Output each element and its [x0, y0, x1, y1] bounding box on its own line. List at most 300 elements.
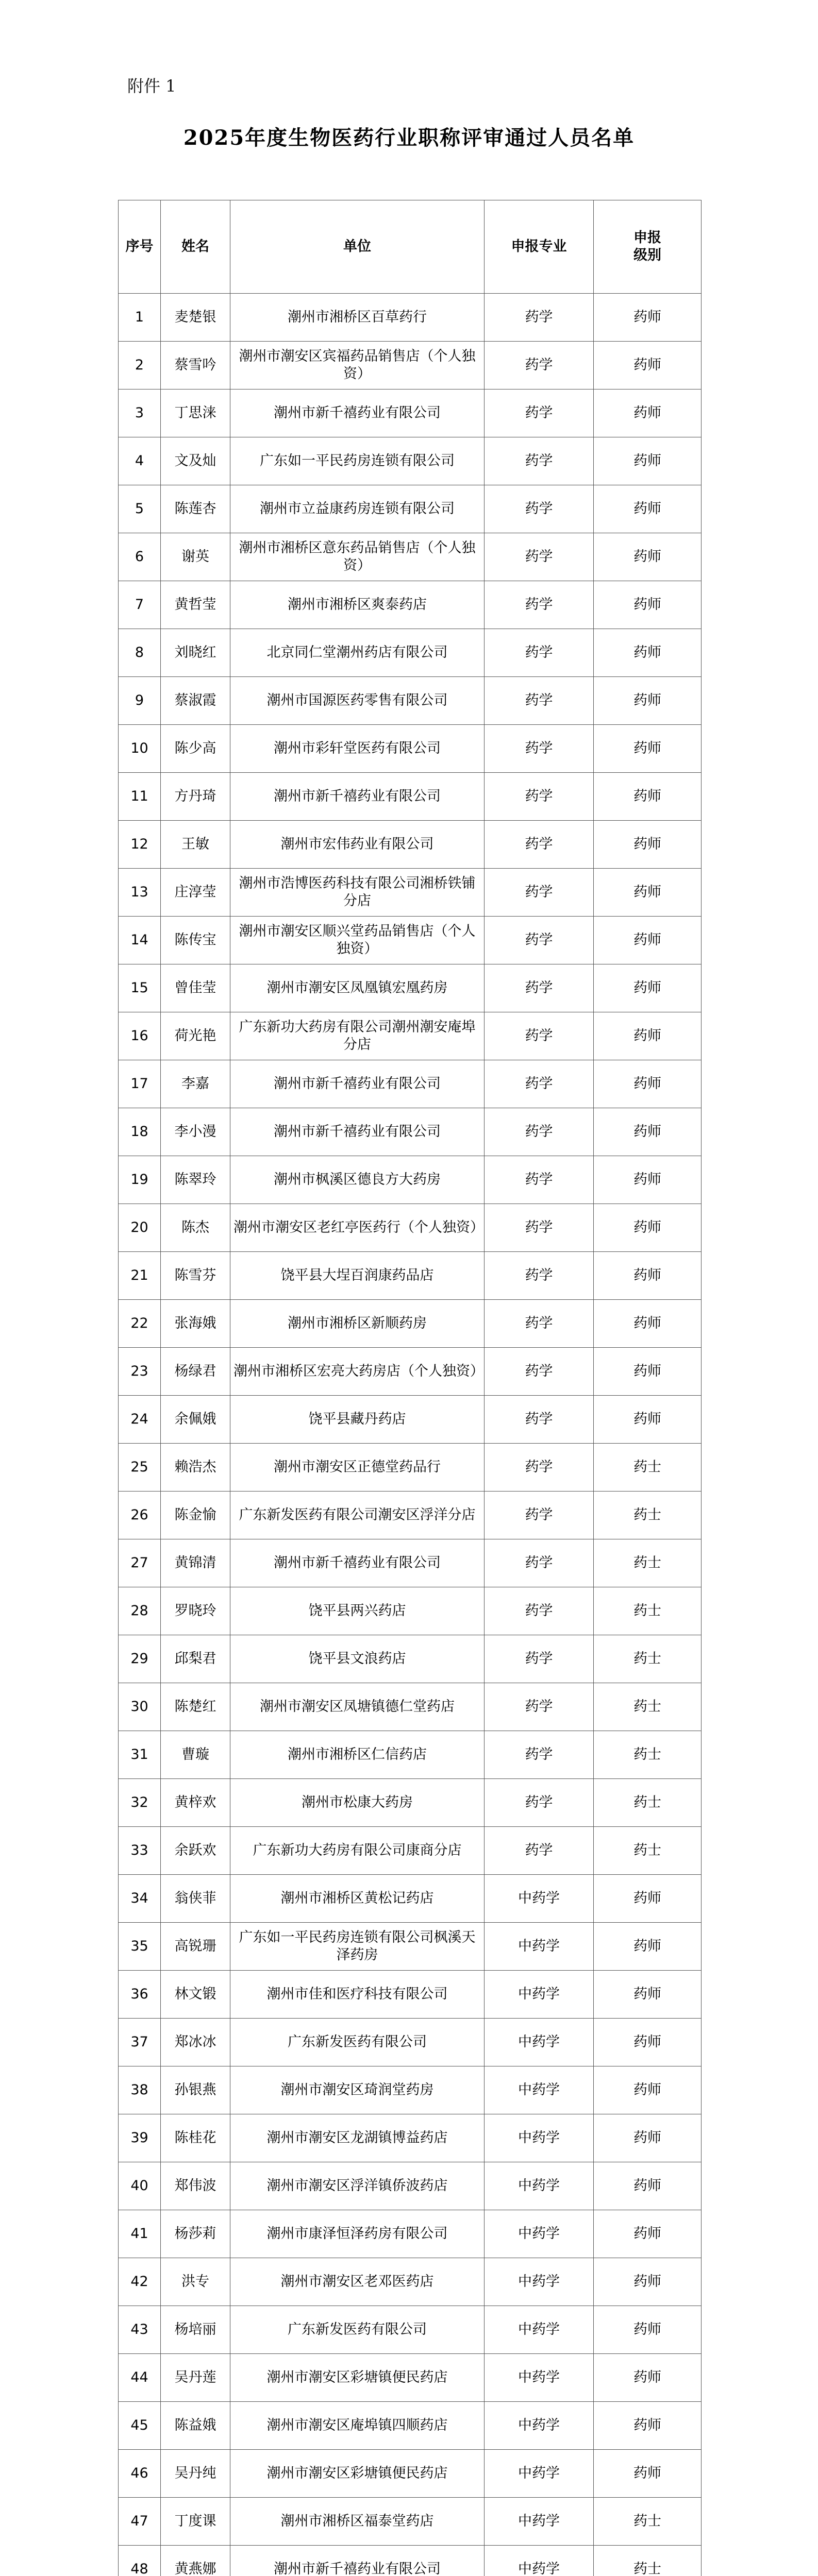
cell-name: 杨绿君	[161, 1348, 230, 1396]
cell-level: 药师	[594, 1300, 702, 1348]
cell-major: 药学	[485, 1539, 594, 1587]
cell-name: 陈雪芬	[161, 1252, 230, 1300]
cell-level: 药师	[594, 1252, 702, 1300]
cell-major: 药学	[485, 821, 594, 869]
cell-unit: 饶平县文浪药店	[230, 1635, 485, 1683]
cell-level: 药师	[594, 1396, 702, 1444]
cell-major: 药学	[485, 1204, 594, 1252]
cell-major: 中药学	[485, 2114, 594, 2162]
cell-no: 5	[119, 485, 161, 533]
table-row	[119, 821, 702, 869]
cell-name: 刘晓红	[161, 629, 230, 677]
table-row	[119, 1492, 702, 1539]
cell-no: 33	[119, 1827, 161, 1875]
table-row	[119, 869, 702, 917]
cell-name: 郑伟波	[161, 2162, 230, 2210]
cell-unit: 潮州市浩博医药科技有限公司湘桥铁铺分店	[230, 869, 485, 917]
cell-major: 中药学	[485, 2306, 594, 2354]
cell-unit: 潮州市潮安区正德堂药品行	[230, 1444, 485, 1492]
table-row	[119, 2450, 702, 2498]
cell-unit: 潮州市潮安区浮洋镇侨波药店	[230, 2162, 485, 2210]
cell-name: 丁思涞	[161, 389, 230, 437]
cell-major: 中药学	[485, 2402, 594, 2450]
cell-name: 丁度课	[161, 2498, 230, 2546]
table-row	[119, 1971, 702, 2019]
table-row	[119, 917, 702, 964]
cell-name: 吴丹纯	[161, 2450, 230, 2498]
cell-name: 余佩娥	[161, 1396, 230, 1444]
cell-no: 10	[119, 725, 161, 773]
cell-major: 药学	[485, 677, 594, 725]
cell-unit: 潮州市湘桥区百草药行	[230, 294, 485, 342]
table-row	[119, 1731, 702, 1779]
cell-unit: 潮州市湘桥区黄松记药店	[230, 1875, 485, 1923]
cell-major: 药学	[485, 1396, 594, 1444]
cell-level: 药师	[594, 1108, 702, 1156]
cell-unit: 潮州市湘桥区福泰堂药店	[230, 2498, 485, 2546]
table-row	[119, 1923, 702, 1971]
cell-no: 35	[119, 1923, 161, 1971]
header-name: 姓名	[161, 200, 230, 294]
cell-level: 药士	[594, 1635, 702, 1683]
cell-unit: 潮州市新千禧药业有限公司	[230, 389, 485, 437]
table-row	[119, 2162, 702, 2210]
cell-no: 25	[119, 1444, 161, 1492]
table-row	[119, 2546, 702, 2576]
cell-name: 陈杰	[161, 1204, 230, 1252]
cell-no: 13	[119, 869, 161, 917]
cell-level: 药士	[594, 1539, 702, 1587]
cell-unit: 广东如一平民药房连锁有限公司枫溪天泽药房	[230, 1923, 485, 1971]
header-major: 申报专业	[485, 200, 594, 294]
cell-unit: 潮州市潮安区彩塘镇便民药店	[230, 2354, 485, 2402]
cell-name: 陈莲杏	[161, 485, 230, 533]
cell-level: 药师	[594, 2210, 702, 2258]
cell-major: 药学	[485, 725, 594, 773]
cell-major: 药学	[485, 1492, 594, 1539]
cell-unit: 潮州市彩轩堂医药有限公司	[230, 725, 485, 773]
cell-unit: 潮州市康泽恒泽药房有限公司	[230, 2210, 485, 2258]
cell-unit: 潮州市国源医药零售有限公司	[230, 677, 485, 725]
cell-major: 药学	[485, 294, 594, 342]
cell-name: 蔡淑霞	[161, 677, 230, 725]
table-row	[119, 2114, 702, 2162]
cell-unit: 潮州市新千禧药业有限公司	[230, 773, 485, 821]
cell-major: 中药学	[485, 1971, 594, 2019]
cell-major: 中药学	[485, 2546, 594, 2576]
cell-no: 27	[119, 1539, 161, 1587]
cell-name: 赖浩杰	[161, 1444, 230, 1492]
table-row	[119, 389, 702, 437]
cell-name: 王敏	[161, 821, 230, 869]
cell-level: 药士	[594, 1492, 702, 1539]
cell-major: 中药学	[485, 2210, 594, 2258]
cell-major: 药学	[485, 1683, 594, 1731]
cell-level: 药士	[594, 1779, 702, 1827]
cell-name: 洪专	[161, 2258, 230, 2306]
header-level	[594, 200, 702, 294]
cell-name: 蔡雪吟	[161, 342, 230, 389]
cell-level: 药师	[594, 2450, 702, 2498]
cell-major: 药学	[485, 389, 594, 437]
table-row	[119, 677, 702, 725]
cell-no: 42	[119, 2258, 161, 2306]
cell-level: 药师	[594, 581, 702, 629]
cell-unit: 潮州市潮安区顺兴堂药品销售店（个人独资）	[230, 917, 485, 964]
cell-name: 吴丹莲	[161, 2354, 230, 2402]
cell-no: 3	[119, 389, 161, 437]
cell-no: 48	[119, 2546, 161, 2576]
cell-unit: 潮州市潮安区凤塘镇德仁堂药店	[230, 1683, 485, 1731]
cell-no: 22	[119, 1300, 161, 1348]
cell-major: 药学	[485, 869, 594, 917]
cell-major: 药学	[485, 533, 594, 581]
table-row	[119, 581, 702, 629]
cell-no: 7	[119, 581, 161, 629]
cell-unit: 广东新发医药有限公司	[230, 2306, 485, 2354]
cell-name: 陈传宝	[161, 917, 230, 964]
cell-no: 1	[119, 294, 161, 342]
cell-name: 陈桂花	[161, 2114, 230, 2162]
cell-unit: 潮州市立益康药房连锁有限公司	[230, 485, 485, 533]
cell-major: 药学	[485, 1012, 594, 1060]
cell-unit: 北京同仁堂潮州药店有限公司	[230, 629, 485, 677]
table-row	[119, 773, 702, 821]
cell-no: 16	[119, 1012, 161, 1060]
cell-unit: 潮州市潮安区老红亭医药行（个人独资）	[230, 1204, 485, 1252]
cell-major: 药学	[485, 485, 594, 533]
cell-name: 陈翠玲	[161, 1156, 230, 1204]
table-row	[119, 1012, 702, 1060]
table-row	[119, 2258, 702, 2306]
cell-no: 6	[119, 533, 161, 581]
cell-major: 药学	[485, 1060, 594, 1108]
table-body	[119, 294, 702, 2576]
cell-unit: 饶平县藏丹药店	[230, 1396, 485, 1444]
table-row	[119, 1396, 702, 1444]
cell-name: 李嘉	[161, 1060, 230, 1108]
header-level-line2: 级别	[633, 247, 661, 263]
table-row	[119, 1348, 702, 1396]
cell-level: 药师	[594, 2066, 702, 2114]
cell-major: 药学	[485, 1156, 594, 1204]
table-row	[119, 964, 702, 1012]
table-row	[119, 2498, 702, 2546]
cell-name: 张海娥	[161, 1300, 230, 1348]
cell-level: 药师	[594, 294, 702, 342]
cell-unit: 广东如一平民药房连锁有限公司	[230, 437, 485, 485]
table-row	[119, 1060, 702, 1108]
cell-name: 庄淳莹	[161, 869, 230, 917]
cell-level: 药师	[594, 2019, 702, 2066]
cell-major: 药学	[485, 1252, 594, 1300]
cell-level: 药师	[594, 1875, 702, 1923]
cell-name: 文及灿	[161, 437, 230, 485]
cell-name: 杨培丽	[161, 2306, 230, 2354]
cell-no: 14	[119, 917, 161, 964]
table-row	[119, 1539, 702, 1587]
cell-no: 11	[119, 773, 161, 821]
cell-no: 4	[119, 437, 161, 485]
cell-level: 药士	[594, 1587, 702, 1635]
cell-unit: 潮州市潮安区琦润堂药房	[230, 2066, 485, 2114]
cell-major: 药学	[485, 1108, 594, 1156]
cell-unit: 潮州市潮安区龙湖镇博益药店	[230, 2114, 485, 2162]
cell-level: 药师	[594, 2402, 702, 2450]
cell-no: 26	[119, 1492, 161, 1539]
cell-name: 罗晓玲	[161, 1587, 230, 1635]
cell-name: 曾佳莹	[161, 964, 230, 1012]
cell-unit: 潮州市湘桥区新顺药房	[230, 1300, 485, 1348]
cell-major: 药学	[485, 1827, 594, 1875]
cell-major: 药学	[485, 773, 594, 821]
cell-level: 药师	[594, 1348, 702, 1396]
header-no: 序号	[119, 200, 161, 294]
cell-no: 2	[119, 342, 161, 389]
table-row	[119, 342, 702, 389]
cell-name: 郑冰冰	[161, 2019, 230, 2066]
cell-level: 药师	[594, 677, 702, 725]
cell-name: 曹璇	[161, 1731, 230, 1779]
cell-no: 20	[119, 1204, 161, 1252]
cell-unit: 广东新发医药有限公司	[230, 2019, 485, 2066]
cell-major: 中药学	[485, 1875, 594, 1923]
cell-major: 药学	[485, 917, 594, 964]
cell-major: 药学	[485, 1635, 594, 1683]
table-row	[119, 1204, 702, 1252]
cell-level: 药士	[594, 1827, 702, 1875]
cell-major: 药学	[485, 1348, 594, 1396]
cell-unit: 潮州市松康大药房	[230, 1779, 485, 1827]
cell-level: 药师	[594, 773, 702, 821]
cell-no: 41	[119, 2210, 161, 2258]
cell-no: 28	[119, 1587, 161, 1635]
table-row	[119, 294, 702, 342]
cell-no: 23	[119, 1348, 161, 1396]
cell-level: 药师	[594, 2354, 702, 2402]
cell-major: 药学	[485, 342, 594, 389]
cell-no: 31	[119, 1731, 161, 1779]
cell-unit: 潮州市湘桥区意东药品销售店（个人独资）	[230, 533, 485, 581]
table-row	[119, 485, 702, 533]
cell-major: 药学	[485, 1444, 594, 1492]
cell-no: 17	[119, 1060, 161, 1108]
cell-name: 荷光艳	[161, 1012, 230, 1060]
cell-name: 翁侠菲	[161, 1875, 230, 1923]
cell-name: 邱梨君	[161, 1635, 230, 1683]
cell-level: 药师	[594, 821, 702, 869]
cell-no: 29	[119, 1635, 161, 1683]
cell-name: 黄燕娜	[161, 2546, 230, 2576]
cell-no: 34	[119, 1875, 161, 1923]
table-row	[119, 1444, 702, 1492]
cell-level: 药师	[594, 1012, 702, 1060]
cell-level: 药师	[594, 964, 702, 1012]
table-header-row	[119, 200, 702, 294]
cell-unit: 饶平县大埕百润康药品店	[230, 1252, 485, 1300]
cell-name: 黄哲莹	[161, 581, 230, 629]
cell-level: 药师	[594, 1156, 702, 1204]
cell-no: 15	[119, 964, 161, 1012]
cell-unit: 潮州市新千禧药业有限公司	[230, 1060, 485, 1108]
cell-unit: 饶平县两兴药店	[230, 1587, 485, 1635]
table-row	[119, 1827, 702, 1875]
cell-unit: 潮州市宏伟药业有限公司	[230, 821, 485, 869]
cell-major: 药学	[485, 964, 594, 1012]
cell-major: 中药学	[485, 2066, 594, 2114]
cell-no: 18	[119, 1108, 161, 1156]
cell-no: 38	[119, 2066, 161, 2114]
header-unit: 单位	[230, 200, 485, 294]
table-row	[119, 2306, 702, 2354]
cell-name: 高锐珊	[161, 1923, 230, 1971]
cell-major: 中药学	[485, 2258, 594, 2306]
cell-level: 药士	[594, 2498, 702, 2546]
cell-level: 药师	[594, 2162, 702, 2210]
cell-major: 药学	[485, 581, 594, 629]
cell-name: 陈金愉	[161, 1492, 230, 1539]
cell-name: 陈少高	[161, 725, 230, 773]
cell-no: 39	[119, 2114, 161, 2162]
cell-unit: 潮州市潮安区宾福药品销售店（个人独资）	[230, 342, 485, 389]
cell-name: 陈益娥	[161, 2402, 230, 2450]
table-row	[119, 2402, 702, 2450]
cell-level: 药士	[594, 2546, 702, 2576]
cell-unit: 广东新功大药房有限公司康商分店	[230, 1827, 485, 1875]
table-row	[119, 1683, 702, 1731]
cell-level: 药师	[594, 342, 702, 389]
cell-name: 李小漫	[161, 1108, 230, 1156]
cell-major: 药学	[485, 629, 594, 677]
cell-level: 药师	[594, 2114, 702, 2162]
cell-level: 药师	[594, 869, 702, 917]
header-level-line1: 申报	[633, 230, 661, 246]
table-row	[119, 629, 702, 677]
cell-unit: 潮州市湘桥区宏亮大药房店（个人独资）	[230, 1348, 485, 1396]
cell-major: 药学	[485, 1779, 594, 1827]
cell-no: 19	[119, 1156, 161, 1204]
table-row	[119, 1875, 702, 1923]
cell-name: 孙银燕	[161, 2066, 230, 2114]
cell-major: 药学	[485, 1587, 594, 1635]
cell-level: 药师	[594, 1060, 702, 1108]
cell-name: 谢英	[161, 533, 230, 581]
cell-no: 32	[119, 1779, 161, 1827]
cell-no: 45	[119, 2402, 161, 2450]
cell-level: 药师	[594, 485, 702, 533]
cell-unit: 潮州市新千禧药业有限公司	[230, 1108, 485, 1156]
table-row	[119, 2210, 702, 2258]
table-row	[119, 437, 702, 485]
cell-level: 药师	[594, 437, 702, 485]
cell-no: 30	[119, 1683, 161, 1731]
cell-major: 中药学	[485, 2498, 594, 2546]
cell-no: 12	[119, 821, 161, 869]
cell-no: 9	[119, 677, 161, 725]
cell-unit: 广东新发医药有限公司潮安区浮洋分店	[230, 1492, 485, 1539]
cell-level: 药士	[594, 1683, 702, 1731]
cell-no: 43	[119, 2306, 161, 2354]
approved-personnel-table	[118, 200, 702, 2576]
cell-name: 麦楚银	[161, 294, 230, 342]
cell-no: 8	[119, 629, 161, 677]
table-row	[119, 1635, 702, 1683]
cell-name: 陈楚红	[161, 1683, 230, 1731]
document-title: 2025年度生物医药行业职称评审通过人员名单	[183, 126, 635, 150]
cell-level: 药师	[594, 533, 702, 581]
table-row	[119, 1156, 702, 1204]
cell-name: 黄梓欢	[161, 1779, 230, 1827]
cell-major: 中药学	[485, 2019, 594, 2066]
cell-level: 药师	[594, 1971, 702, 2019]
cell-level: 药师	[594, 389, 702, 437]
cell-name: 林文锻	[161, 1971, 230, 2019]
cell-no: 44	[119, 2354, 161, 2402]
cell-unit: 潮州市潮安区凤凰镇宏凰药房	[230, 964, 485, 1012]
cell-no: 37	[119, 2019, 161, 2066]
table-row	[119, 725, 702, 773]
cell-no: 47	[119, 2498, 161, 2546]
table-row	[119, 1300, 702, 1348]
table-row	[119, 533, 702, 581]
table-row	[119, 1779, 702, 1827]
cell-no: 21	[119, 1252, 161, 1300]
cell-no: 40	[119, 2162, 161, 2210]
cell-major: 中药学	[485, 1923, 594, 1971]
cell-unit: 潮州市新千禧药业有限公司	[230, 2546, 485, 2576]
cell-level: 药师	[594, 1923, 702, 1971]
cell-name: 杨莎莉	[161, 2210, 230, 2258]
cell-level: 药士	[594, 1731, 702, 1779]
cell-no: 24	[119, 1396, 161, 1444]
cell-no: 46	[119, 2450, 161, 2498]
table-row	[119, 1252, 702, 1300]
cell-unit: 潮州市潮安区彩塘镇便民药店	[230, 2450, 485, 2498]
cell-unit: 广东新功大药房有限公司潮州潮安庵埠分店	[230, 1012, 485, 1060]
cell-unit: 潮州市潮安区老邓医药店	[230, 2258, 485, 2306]
cell-name: 黄锦清	[161, 1539, 230, 1587]
cell-major: 药学	[485, 1731, 594, 1779]
cell-unit: 潮州市潮安区庵埠镇四顺药店	[230, 2402, 485, 2450]
cell-unit: 潮州市枫溪区德良方大药房	[230, 1156, 485, 1204]
cell-name: 余跃欢	[161, 1827, 230, 1875]
cell-unit: 潮州市湘桥区爽泰药店	[230, 581, 485, 629]
table-row	[119, 2066, 702, 2114]
cell-major: 药学	[485, 437, 594, 485]
cell-level: 药师	[594, 629, 702, 677]
cell-level: 药士	[594, 1444, 702, 1492]
attachment-label: 附件 1	[127, 76, 176, 96]
cell-level: 药师	[594, 1204, 702, 1252]
table-row	[119, 1587, 702, 1635]
cell-level: 药师	[594, 2258, 702, 2306]
cell-major: 中药学	[485, 2354, 594, 2402]
cell-major: 药学	[485, 1300, 594, 1348]
cell-level: 药师	[594, 917, 702, 964]
cell-major: 中药学	[485, 2162, 594, 2210]
cell-name: 方丹琦	[161, 773, 230, 821]
cell-unit: 潮州市佳和医疗科技有限公司	[230, 1971, 485, 2019]
table-row	[119, 2354, 702, 2402]
table-row	[119, 2019, 702, 2066]
cell-unit: 潮州市新千禧药业有限公司	[230, 1539, 485, 1587]
cell-no: 36	[119, 1971, 161, 2019]
cell-unit: 潮州市湘桥区仁信药店	[230, 1731, 485, 1779]
cell-level: 药师	[594, 2306, 702, 2354]
cell-level: 药师	[594, 725, 702, 773]
table-row	[119, 1108, 702, 1156]
cell-major: 中药学	[485, 2450, 594, 2498]
